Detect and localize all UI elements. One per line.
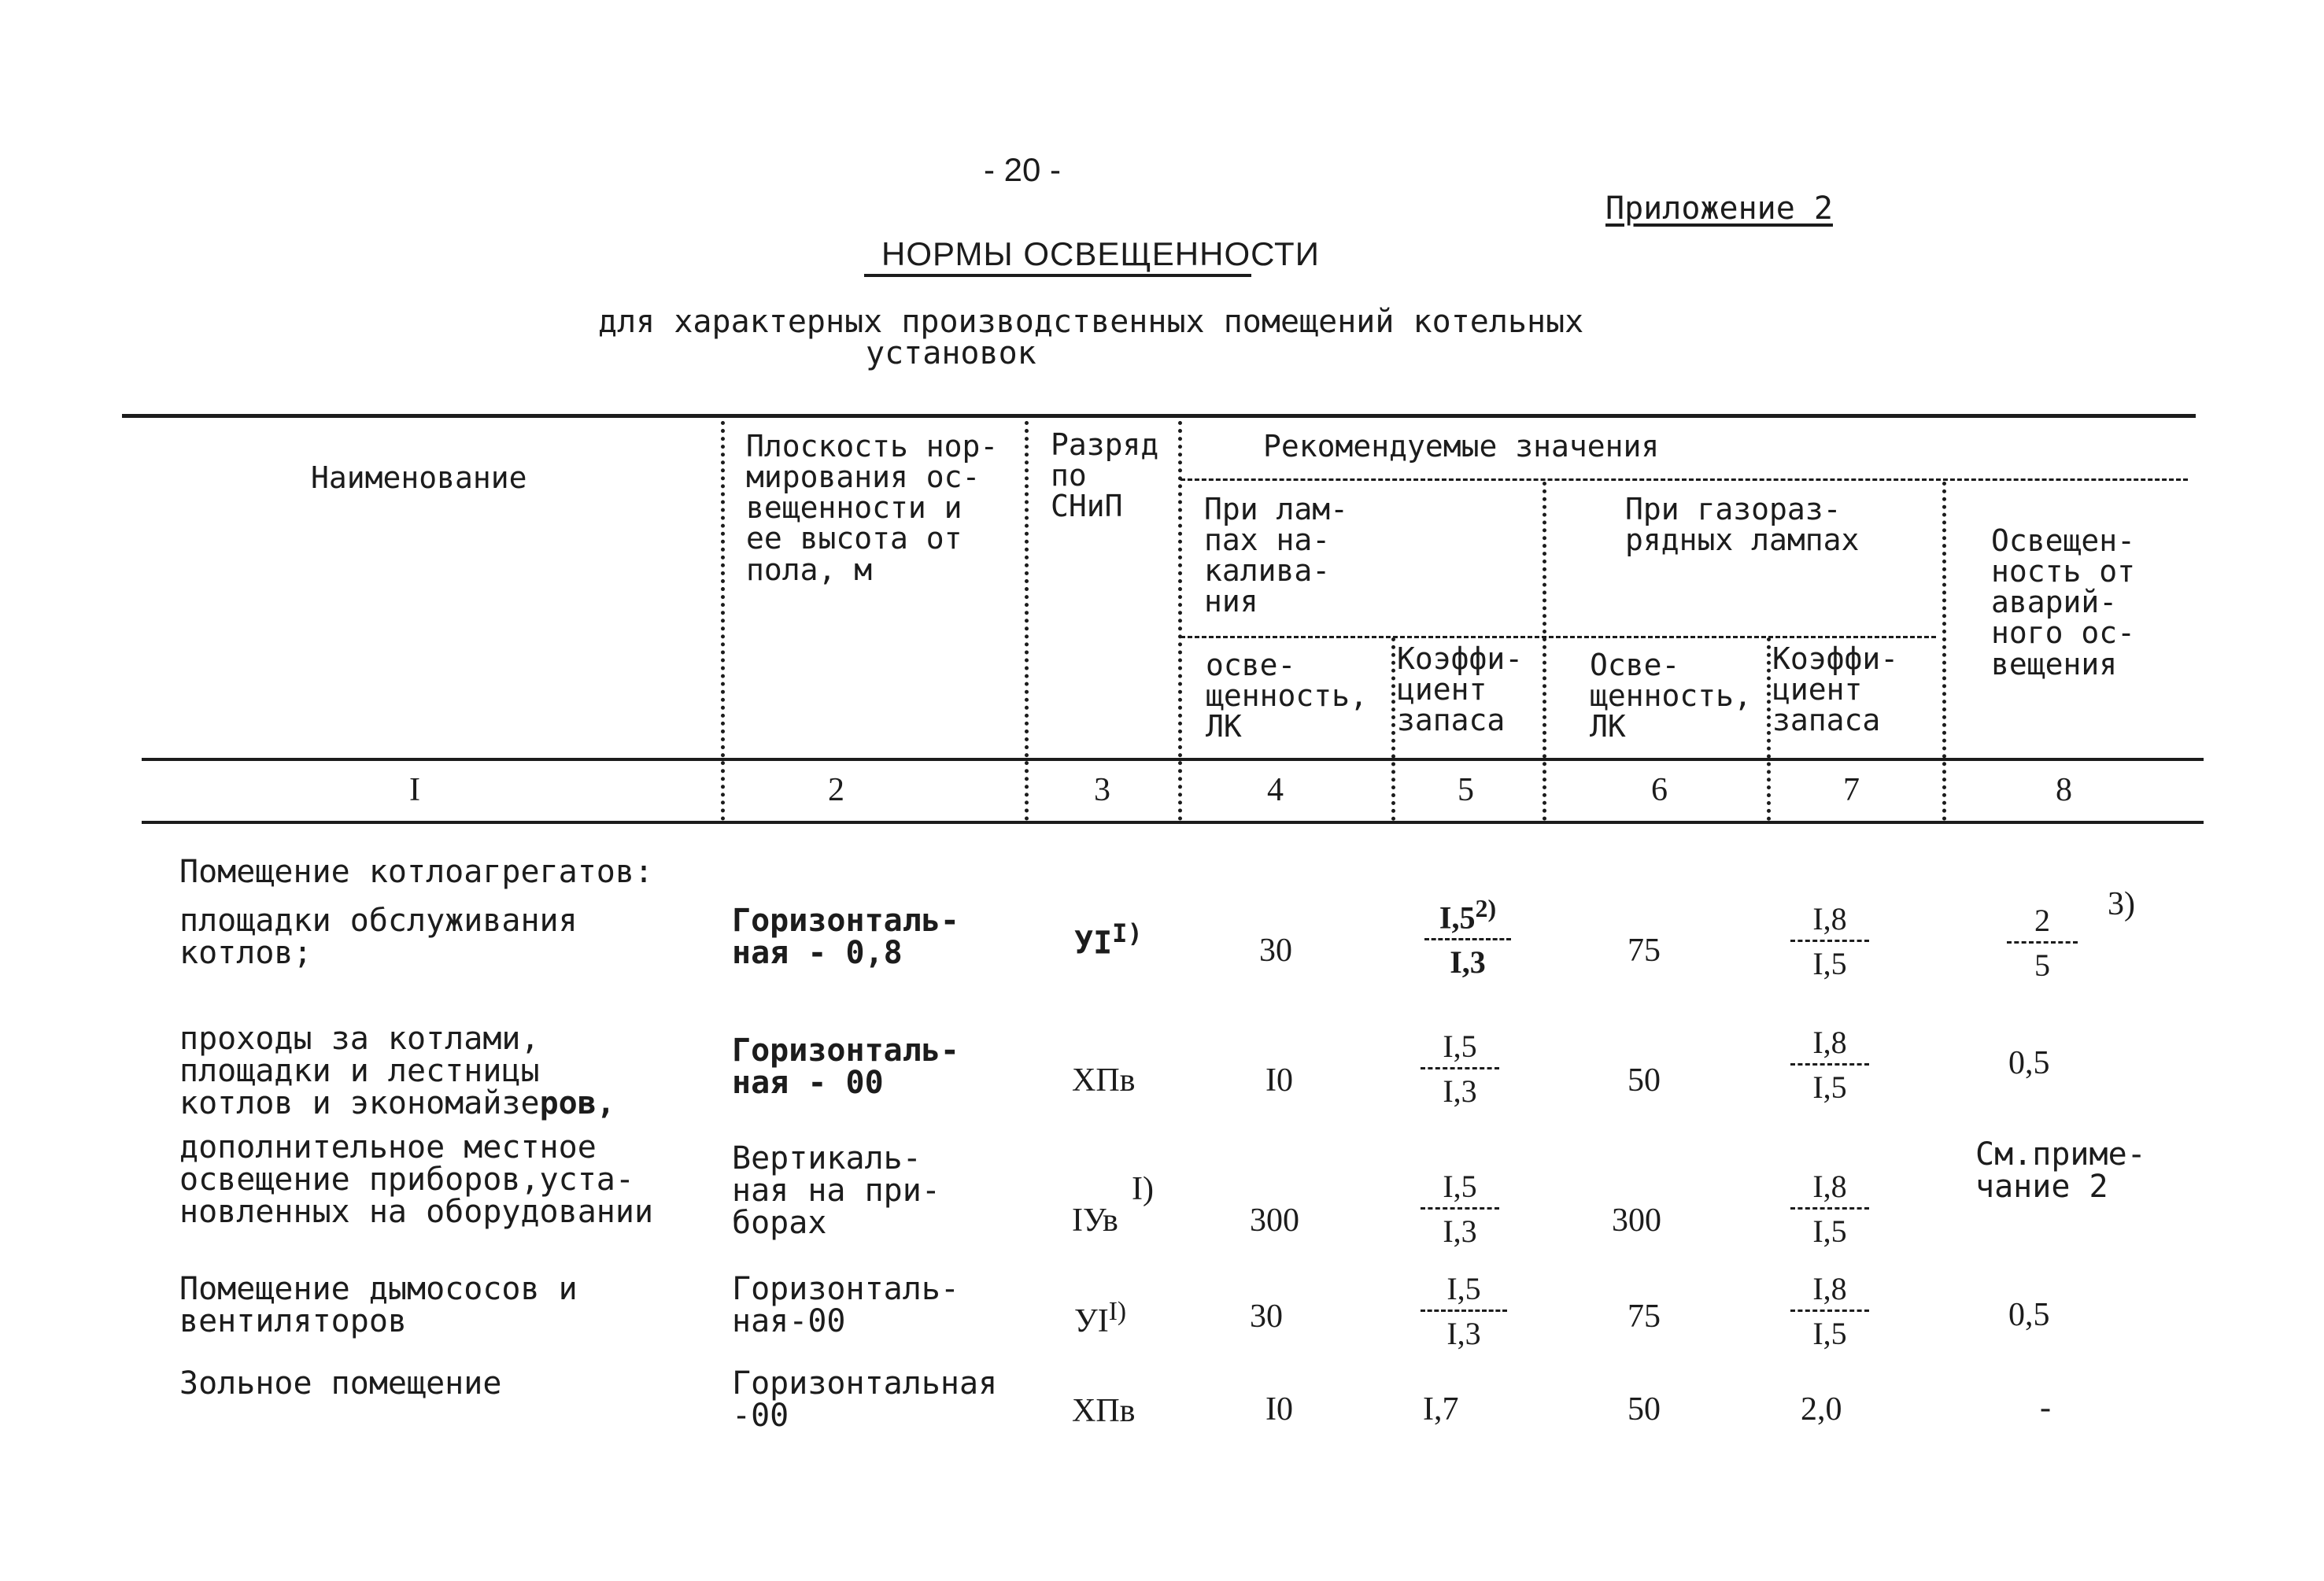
row1-name: площадки обслуживания котлов; [179, 903, 578, 971]
col-number-6: 6 [1651, 772, 1668, 808]
header-bottom-rule [142, 758, 2204, 761]
row2-illum-incandescent: I0 [1265, 1062, 1293, 1099]
col-number-4: 4 [1267, 772, 1284, 808]
section-title: Помещение котлоагрегатов: [179, 854, 654, 890]
appendix-label: Приложение 2 [1605, 190, 1833, 227]
row3-illum-gas: 300 [1612, 1202, 1661, 1239]
row2-category: ХПв [1072, 1062, 1136, 1099]
col-separator-7 [1942, 482, 1946, 821]
row3-coef-incandescent: I,5 I,3 [1417, 1171, 1503, 1247]
table-top-rule [122, 414, 2196, 418]
subtitle-line-1: для характерных производственных помещений котельных [598, 304, 1584, 340]
col-separator-3 [1178, 421, 1182, 821]
header-emergency: Освещен- ность от аварий- ного ос- вещения [1991, 523, 2136, 682]
header-recommended: Рекомендуемые значения [1263, 429, 1660, 464]
header-gas-discharge: При газораз- рядных лампах [1625, 492, 1860, 558]
row3-category-note: I) [1132, 1171, 1154, 1207]
header-incandescent: При лам- пах на- калива- ния [1204, 492, 1349, 619]
row2-name: проходы за котлами, площадки и лестницы котлов и экономайзеров, [179, 1021, 615, 1121]
row1-emergency: 2 5 [2003, 905, 2082, 981]
row2-plane: Горизонталь- ная - 00 [732, 1032, 959, 1101]
row1-plane: Горизонталь- ная - 0,8 [732, 903, 959, 971]
row4-coef-gas: I,8 I,5 [1786, 1273, 1873, 1350]
col-number-5: 5 [1458, 772, 1474, 808]
col-number-7: 7 [1843, 772, 1860, 808]
col-separator-1 [721, 421, 725, 821]
row5-plane: Горизонтальная -00 [732, 1365, 998, 1434]
header-name: Наименование [311, 460, 527, 495]
col-number-1: I [409, 772, 420, 808]
row5-coef-incandescent: I,7 [1423, 1391, 1459, 1428]
row1-coef-gas: I,8 I,5 [1786, 903, 1873, 980]
col-number-3: 3 [1094, 772, 1110, 808]
row4-plane: Горизонталь- ная-00 [732, 1271, 959, 1339]
row1-category: $УI^{I)}$ [1074, 918, 1143, 962]
row3-category: IУв [1072, 1202, 1118, 1239]
row5-name: Зольное помещение [179, 1365, 502, 1402]
row4-category: $УI^{I)}$ [1074, 1297, 1127, 1339]
row4-illum-gas: 75 [1628, 1298, 1661, 1335]
row5-coef-gas: 2,0 [1801, 1391, 1842, 1428]
subheader-divider [1180, 636, 1936, 638]
row5-emergency: - [2040, 1390, 2051, 1426]
title-underline [864, 274, 1251, 277]
col-separator-6 [1767, 637, 1771, 821]
header-category: Разряд по СНиП [1051, 427, 1159, 524]
header-illum-incandescent: осве- щенность, ЛК [1206, 648, 1368, 744]
row5-category: ХПв [1072, 1393, 1136, 1429]
row2-coef-incandescent: I,5 I,3 [1417, 1031, 1503, 1107]
row3-plane: Вертикаль- ная на при- борах [732, 1140, 940, 1241]
col-separator-2 [1025, 421, 1029, 821]
col-number-2: 2 [828, 772, 844, 808]
row3-emergency: См.приме- чание 2 [1975, 1136, 2146, 1205]
row2-emergency: 0,5 [2008, 1045, 2050, 1081]
col-separator-4 [1391, 637, 1395, 821]
row3-coef-gas: I,8 I,5 [1786, 1171, 1873, 1247]
row2-coef-gas: I,8 I,5 [1786, 1027, 1873, 1103]
subtitle-line-2: установок [866, 335, 1036, 371]
header-coef-incandescent: Коэффи- циент запаса [1397, 641, 1524, 738]
col-number-8: 8 [2056, 772, 2072, 808]
numbering-bottom-rule [142, 821, 2204, 824]
row2-illum-gas: 50 [1628, 1062, 1661, 1099]
recommended-divider [1180, 478, 2188, 481]
row5-illum-gas: 50 [1628, 1391, 1661, 1428]
row1-coef-incandescent: I,5$^{2)}$ I,3 [1417, 896, 1519, 978]
row3-illum-incandescent: 300 [1250, 1202, 1299, 1239]
page-number: - 20 - [984, 151, 1062, 188]
row1-illum-incandescent: 30 [1259, 933, 1292, 969]
document-title: НОРМЫ ОСВЕЩЕННОСТИ [881, 235, 1320, 272]
header-plane: Плоскость нор- мирования ос- вещенности и ее высота от пола, м [746, 429, 999, 587]
header-illum-gas: Осве- щенность, ЛК [1590, 648, 1752, 744]
row4-emergency: 0,5 [2008, 1297, 2050, 1333]
row4-coef-incandescent: I,5 I,3 [1417, 1273, 1511, 1350]
header-coef-gas: Коэффи- циент запаса [1772, 641, 1899, 738]
col-separator-5 [1543, 482, 1546, 821]
row4-illum-incandescent: 30 [1250, 1298, 1283, 1335]
row3-name: дополнительное местное освещение приборов,уста- новленных на оборудовании [179, 1129, 654, 1230]
row1-emergency-note: 3) [2108, 886, 2135, 922]
row5-illum-incandescent: I0 [1265, 1391, 1293, 1428]
row1-illum-gas: 75 [1628, 933, 1661, 969]
row4-name: Помещение дымососов и вентиляторов [179, 1271, 578, 1339]
